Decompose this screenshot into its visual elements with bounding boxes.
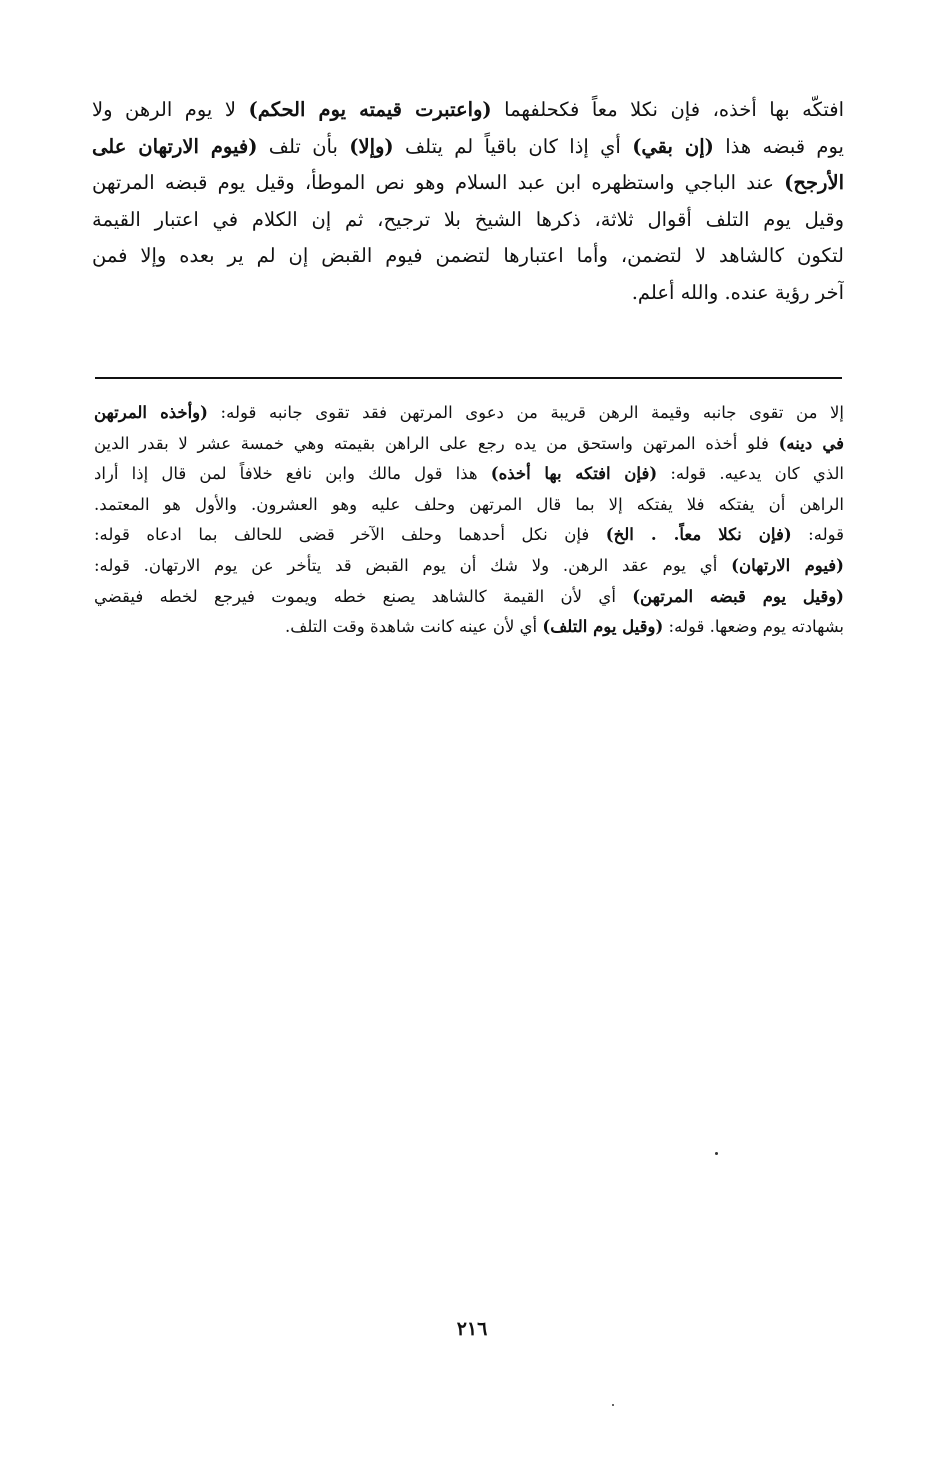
text-run: بأن تلف bbox=[257, 134, 350, 158]
footnote-line bbox=[94, 582, 844, 613]
text-run: أي يوم عقد الرهن. ولا شك أن يوم القبض قد يتأخر عن يوم الارتهان. قوله: bbox=[94, 555, 732, 575]
bold-quote: (وقيل يوم التلف) bbox=[542, 617, 664, 637]
bold-quote: في دينه) bbox=[778, 433, 844, 453]
text-run: قوله: bbox=[791, 525, 844, 545]
text-run: أي لأن عينه كانت شاهدة وقت التلف. bbox=[285, 617, 543, 637]
text-run: عند الباجي واستظهره ابن عبد السلام وهو نص الموطأ، وقيل يوم قبضه المرتهن bbox=[92, 171, 785, 195]
main-text-line bbox=[92, 165, 844, 202]
footnote-line bbox=[94, 459, 844, 490]
bold-quote: (وإلا) bbox=[349, 134, 394, 158]
main-text-line bbox=[92, 92, 844, 129]
bold-quote: (فيوم الارتهان) bbox=[731, 555, 844, 575]
text-run: وقيل يوم التلف أقوال ثلاثة، ذكرها الشيخ بلا ترجيح، ثم إن الكلام في اعتبار القيمة bbox=[92, 207, 844, 231]
text-run: آخر رؤية عنده. والله أعلم. bbox=[631, 280, 844, 304]
text-run: لا يوم الرهن ولا bbox=[92, 98, 249, 121]
text-run: فإن نكل أحدهما وحلف الآخر قضى للحالف بما ادعاه قوله: bbox=[94, 525, 606, 545]
text-run: فلو أخذه المرتهن واستحق من يده رجع على الراهن بقيمته وهي خمسة عشر لا بقدر الدين bbox=[94, 433, 779, 453]
footnote-divider bbox=[95, 377, 842, 379]
text-run: أي لأن القيمة كالشاهد يصنع خطه ويموت فيرجع لخطه فيقضي bbox=[94, 586, 633, 606]
footnote-line bbox=[94, 429, 844, 460]
text-run: افتكّه بها أخذه، فإن نكلا معاً فكحلفهما bbox=[491, 98, 844, 121]
scan-speck bbox=[612, 1404, 614, 1406]
main-text-line bbox=[92, 202, 844, 239]
main-text-line bbox=[92, 238, 844, 275]
bold-quote: (فإن نكلا معاً. . الخ) bbox=[605, 525, 792, 545]
text-run: الراهن أن يفتكه فلا يفتكه إلا بما قال المرتهن وحلف عليه وهو العشرون. والأول هو المعتمد. bbox=[94, 494, 844, 514]
page-number: ٢١٦ bbox=[456, 1318, 488, 1340]
text-run: الذي كان يدعيه. قوله: bbox=[657, 464, 844, 484]
bold-quote: الأرجح) bbox=[784, 171, 844, 195]
text-run: بشهادته يوم وضعها. قوله: bbox=[663, 617, 844, 637]
text-run: إلا من تقوى جانبه وقيمة الرهن قريبة من دعوى المرتهن فقد تقوى جانبه قوله: bbox=[207, 403, 844, 422]
bold-quote: (وقيل يوم قبضه المرتهن) bbox=[632, 586, 844, 606]
text-run: هذا قول مالك وابن نافع خلافاً لمن قال إذا أراد bbox=[94, 464, 491, 484]
footnote-line bbox=[94, 551, 844, 582]
footnote-line bbox=[94, 398, 844, 429]
bold-quote: (وأخذه المرتهن bbox=[94, 403, 208, 422]
bold-quote: (واعتبرت قيمته يوم الحكم) bbox=[248, 98, 492, 121]
text-run: لتكون كالشاهد لا لتضمن، وأما اعتبارها لتضمن فيوم القبض إن لم ير بعده وإلا فمن bbox=[92, 244, 844, 268]
text-run: أي إذا كان باقياً لم يتلف bbox=[393, 134, 633, 158]
bold-quote: (فإن افتكه بها أخذه) bbox=[490, 464, 658, 484]
bold-quote: (فيوم الارتهان على bbox=[92, 134, 258, 158]
bold-quote: (إن بقي) bbox=[632, 134, 714, 158]
main-text-line bbox=[92, 275, 844, 312]
main-text-line bbox=[92, 129, 844, 166]
footnote-line bbox=[94, 490, 844, 521]
scan-speck bbox=[715, 1152, 718, 1155]
footnote-line bbox=[94, 520, 844, 551]
main-text-block bbox=[92, 92, 844, 312]
footnote-block bbox=[94, 398, 844, 643]
text-run: يوم قبضه هذا bbox=[713, 134, 844, 158]
footnote-line bbox=[94, 612, 844, 643]
